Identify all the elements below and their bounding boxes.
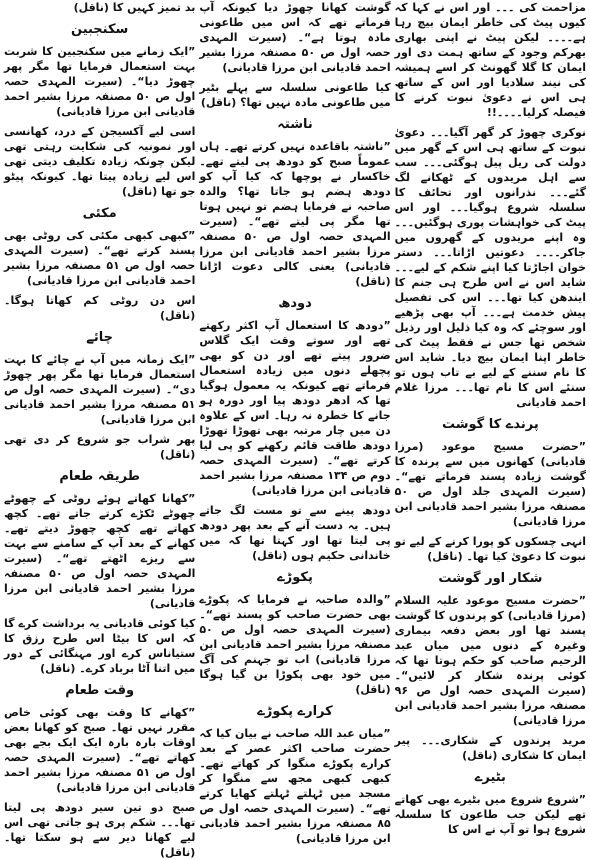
- text-column: [4, 0, 196, 859]
- section-heading: مکئی: [82, 206, 117, 221]
- paragraph: نوکری چھوڑ کر گھر آگیا۔۔۔ دعویٰ نبوت کے ساتھ ہی اس کے گھر میں دولت کی ریل پیل ہوگئی۔۔۔ سب سے اہل مریدوں کے ٹھکانے لگ گئے۔۔۔ نذرانوں اور تحائف کا سلسلہ شروع ہوگیا۔۔۔ اور اس پیٹ کی خواہشات پوری ہوگئیں۔۔۔ وہ اپنے مریدوں کے گھروں میں جاکر۔۔۔۔ دعوتیں اڑاتا۔۔۔ دستر خوان اجاڑتا کیا اپنے شکم کے لیے۔۔۔ شاید اس نے اس طرح ہی جنم کا ایندھن کیا تھا۔۔۔ اس کی تفصیل پیش خدمت ہے۔۔۔ آپ بھی پڑھیے اور سوچئے کہ وہ کیا ذلیل اور رذیل شخص تھا جس نے فقط پیٹ کی خاطر اپنا ایمان بیچ دیا۔ شاید اس کا نام سننے کے لیے بے تاب ہوں تو سنئے اس کا نام تھا۔۔۔ مرزا غلام احمد قادیانی: [394, 126, 586, 409]
- paragraph: صبح دو تین سیر دودھ پی لیتا تھا۔۔۔ شکم پری ہو جاتی تھی اس لیے کھانا دیر سے ہو سکتا تھا۔ (ناقل): [4, 801, 196, 859]
- section-heading: بٹیرے: [474, 770, 506, 785]
- paragraph: اس دن روٹی کم کھاتا ہوگا۔ (ناقل): [4, 294, 196, 322]
- text-column: [199, 0, 391, 845]
- paragraph: انہی چسکوں کو پورا کرنے کے لیے تو نبوت کا دعویٰ کیا تھا۔ (ناقل): [394, 535, 586, 563]
- paragraph: ”کبھی کبھی مکئی کی روٹی بھی پسند کرتے تھے“۔ (سیرت المہدی حصہ اول ص ۵۱ مصنفہ مرزا بشیر احمد قادیانی ابن مرزا قادیانی): [4, 229, 196, 287]
- paragraph: ”حضرت مسیح موعود (مرزا قادیانی) کھانوں میں سے پرندہ کا گوشت زیادہ پسند فرماتے تھے“۔ (سیرت المہدی جلد اول ص ۵۰ مصنفہ مرزا بشیر احمد قادیانی ابن مرزا قادیانی): [394, 440, 586, 528]
- paragraph: کیا طاعونی سلسلہ سے پہلے بٹیر میں طاعونی مادہ نہیں تھا؟ (ناقل): [199, 81, 391, 109]
- paragraph: گوشت کھانا چھوڑ دیا کیونکہ آپ فرماتے تھے کہ اس میں طاعونی مادہ ہوتا ہے“۔ (سیرت المہدی حصہ اول ص ۵۰ مصنفہ مرزا بشیر احمد قادیانی ابن مرزا قادیانی): [199, 1, 391, 74]
- paragraph: ”کھانا کھاتے ہوئے روٹی کے چھوٹے چھوٹے ٹکڑے کرتے جاتے تھے۔ کچھ کھاتے تھے کچھ چھوڑ دیتے تھے۔ کھانے کے بعد آپ کے سامنے سے بہت سے ریزے اٹھتے تھے“۔ (سیرت المہدی حصہ اول ص ۵۰ مصنفہ مرزا بشیر احمد قادیانی ابن مرزا قادیانی): [4, 492, 196, 610]
- section-heading: کرارے پکوڑے: [257, 704, 333, 719]
- paragraph: بد تمیز کہیں کا (ناقل): [73, 1, 196, 14]
- paragraph: ”والدہ صاحبہ نے فرمایا کہ پکوڑے بھی حضرت صاحب کو پسند تھے“۔ (سیرت المہدی حصہ اول ص ۵۰ مصنفہ مرزا بشیر احمد قادیانی ابن مرزا قادیانی) اب تو جہنم کی آگ میں خود بھی پکوڑا بن گیا ہوگا (ناقل): [199, 593, 391, 696]
- section-heading: وقت طعام: [65, 683, 135, 698]
- paragraph: ”ایک زمانہ میں آپ نے چائے کا بہت استعمال فرمایا تھا مگر پھر چھوڑ دی“۔ (سیرت المہدی حصہ اول ص ۵۱ مصنفہ مرزا بشیر احمد قادیانی ابن مرزا قادیانی): [4, 353, 196, 426]
- paragraph: دودھ پینے سے تو مست لگ جاتے ہیں۔ یہ دست آنے کے بعد پھر دودھ پی لیتا تھا اور کہتا تھا کہ میں خاندانی حکیم ہوں (ناقل): [199, 504, 391, 562]
- section-heading: پکوڑے: [277, 570, 313, 585]
- paragraph: ”ناشتہ باقاعدہ نہیں کرتے تھے۔ ہاں عموماً صبح کو دودھ پی لیتے تھے۔ خاکسار نے پوچھا کہ کیا آپ کو دودھ ہضم ہو جاتا تھا؟ والدہ صاحبہ نے فرمایا ہضم تو نہیں ہوتا تھا مگر پی لیتے تھے“۔ (سیرت المہدی حصہ اول ص ۵۰ مصنفہ مرزا بشیر احمد قادیانی ابن مرزا قادیانی) یعنی کالی دعوت اڑانا (ناقل): [199, 140, 391, 288]
- section-heading: ناشتہ: [277, 117, 313, 132]
- paragraph: پھر شراب جو شروع کر دی تھی (ناقل): [4, 433, 196, 461]
- paragraph: کیا کوئی قادیانی یہ برداشت کرے گا کہ اس کا بیٹا اس طرح رزق کا ستیاناس کرے اور مہنگائی کے دور میں اتنا آٹا برباد کرے۔ (ناقل): [4, 617, 196, 675]
- text-column: [394, 0, 586, 836]
- paragraph: مزاحمت کی ۔۔۔ اور اس نے کہا کہ کیوں پیٹ کی خاطر ایمان بیچ رہا ہے۔۔۔۔ لیکن پیٹ نے اپنی بھاری بھرکم وجود کے ساتھ ہمت دی اور ایمان کا گلا گھونٹ کر اسے ہمیشہ کی نیند سلادیا اور اس کے ساتھ ہی اس نے دعویٰ نبوت کرنے کا فیصلہ کرلیا۔۔۔۔!!: [394, 1, 586, 119]
- paragraph: ”کھانے کا وقت بھی کوئی خاص مقرر نہیں تھا۔ صبح کو کھانا بعض اوقات بارہ بارہ ایک ایک بجے بھی کھاتے تھے“۔ (سیرت المہدی حصہ اول ص ۵۱ مصنفہ مرزا بشیر احمد قادیانی ابن مرزا قادیانی): [4, 706, 196, 794]
- section-heading: شکار اور گوشت: [438, 571, 543, 586]
- document-page: [4, 0, 586, 859]
- paragraph: ”ایک زمانے میں سکنجبین کا شربت بہت استعمال فرمایا تھا مگر پھر چھوڑ دیا“۔ (سیرت المہدی حصہ اول ص ۵۰ مصنفہ مرزا بشیر احمد قادیانی ابن مرزا قادیانی): [4, 45, 196, 118]
- section-heading: پرندے کا گوشت: [441, 417, 539, 432]
- paragraph: اسی لیے آکسیجن کے درد، کھانسی اور نمونیہ کی شکایت رہتی تھی لیکن چونکہ زیادہ تکلیف دیتی تھی اس لیے زیادہ پیتا تھا۔ کیونکہ پیٹو جو تھا (ناقل): [4, 125, 196, 198]
- section-heading: طریقہ طعام: [59, 469, 141, 484]
- paragraph: ”شروع شروع میں بٹیرے بھی کھاتے تھے لیکن جب طاعون کا سلسلہ شروع ہوا تو آپ نے اس کا: [394, 793, 586, 836]
- paragraph: مرید پرندوں کے شکاری۔۔۔ پیر ایمان کا شکاری (ناقل): [394, 734, 586, 762]
- paragraph: ”میاں عبد اللہ صاحب نے بیان کیا کہ حضرت صاحب اکثر عصر کے بعد کرارے پکوڑے منگوا کر کھاتے تھے۔ کبھی کبھی مجھ سے منگوا کر مسجد میں ٹہلتے ٹہلتے کھایا کرتے تھے“۔ (سیرت المہدی حصہ اول ص ۸۵ مصنفہ مرزا بشیر احمد قادیانی ابن مرزا قادیانی): [199, 727, 391, 845]
- section-heading: سکنجبین: [71, 22, 129, 37]
- paragraph: ”حضرت مسیح موعود علیہ السلام (مرزا قادیانی) کو پرندوں کا گوشت پسند تھا اور بعض دفعہ بیماری وغیرہ کے دنوں میں میاں عبد الرحیم صاحب کو حکم ہوتا تھا کہ کوئی پرندہ شکار کر لائیں“۔ (سیرت المہدی حصہ اول ص ۹۶ مصنفہ مرزا بشیر احمد قادیانی ابن مرزا قادیانی): [394, 594, 586, 727]
- section-heading: چائے: [86, 330, 114, 345]
- paragraph: ”دودھ کا استعمال آپ اکثر رکھتے تھے اور سوتے وقت ایک گلاس ضرور پیتے تھے اور دن کو بھی پچھلے دنوں میں زیادہ استعمال فرماتے تھے کیونکہ یہ معمول ہوگیا تھا کہ ادھر دودھ پیا اور دورہ ہو جانے کا خطرہ نہ رہا۔ اس کے علاوہ دن میں چار مرتبہ بھی تھوڑا تھوڑا دودھ طاقت قائم رکھنے کو پی لیا کرتے تھے“۔ (سیرت المہدی حصہ دوم ص ۱۳۴ مصنفہ مرزا بشیر احمد قادیانی ابن مرزا قادیانی): [199, 319, 391, 497]
- section-heading: دودھ: [278, 296, 312, 311]
